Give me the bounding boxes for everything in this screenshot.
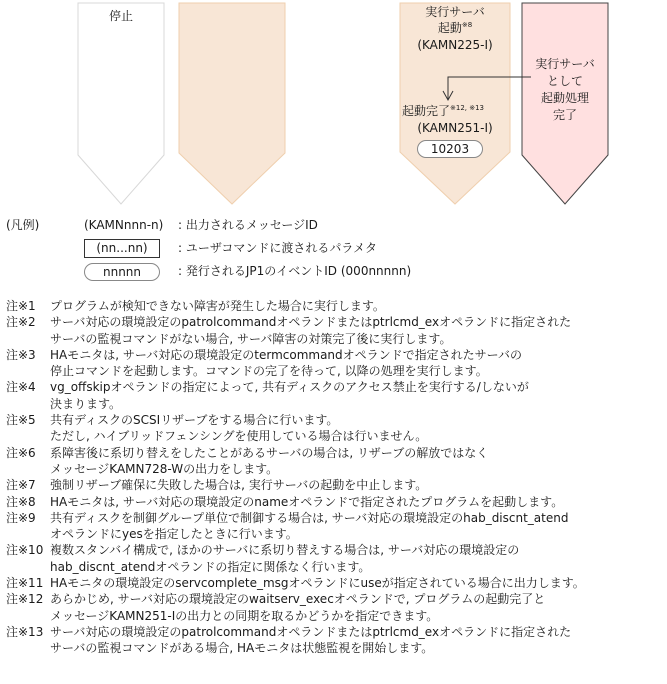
note-ref-8: ※8: [461, 21, 473, 29]
note-text: [50, 624, 666, 657]
note-text: [50, 314, 666, 347]
note-item: [6, 542, 666, 575]
note-item: [6, 510, 666, 543]
note-key: 注※11: [6, 576, 44, 591]
note-item: [6, 575, 666, 591]
note-item: [6, 477, 666, 493]
event-id-pill: 10203: [417, 140, 483, 158]
note-line: ただし, ハイブリッドフェンシングを使用している場合は行いません。: [50, 429, 428, 444]
note-line: hab_discnt_atendオペランドの指定に関係なく行います。: [50, 559, 371, 574]
exec-complete-line-4: 完了: [552, 108, 577, 122]
exec-complete-line-1: 実行サーバ: [535, 57, 595, 71]
note-line: HAモニタは, サーバ対応の環境設定のtermcommandオペランドで指定されたサーバの: [50, 347, 523, 362]
exec-server-label: 実行サーバ: [425, 5, 485, 19]
note-line: サーバ対応の環境設定のpatrolcommandオペランドまたはptrlcmd_exオペランドに指定された: [50, 624, 572, 639]
note-item: [6, 298, 666, 314]
note-item: [6, 494, 666, 510]
notes-list: [6, 298, 666, 657]
note-line: 決まります。: [50, 396, 122, 411]
note-key: 注※7: [6, 478, 36, 493]
note-line: 停止コマンドを起動します。コマンドの完了を待って, 以降の処理を実行します。: [50, 364, 488, 379]
stopped-label: 停止: [108, 9, 133, 23]
start-text: 起動: [437, 21, 462, 35]
note-line: サーバの監視コマンドがない場合, サーバ障害の対策完了後に実行します。: [50, 331, 452, 346]
note-item: [6, 412, 666, 445]
note-text: [50, 379, 666, 412]
standby-column-shape: [179, 3, 285, 204]
note-key: 注※1: [6, 299, 36, 313]
note-item: [6, 445, 666, 478]
note-text: [50, 412, 666, 445]
note-item: [6, 314, 666, 347]
note-text: [50, 591, 666, 624]
note-text: [50, 347, 666, 380]
note-line: 強制リザーブ確保に失敗した場合は, 実行サーバの起動を中止します。: [50, 478, 428, 493]
note-text: [50, 298, 666, 314]
note-line: あらかじめ, サーバ対応の環境設定のwaitserv_execオペランドで, プログラムの起動完了と: [50, 592, 546, 607]
legend-desc-parameter: : ユーザコマンドに渡されるパラメタ: [178, 241, 378, 255]
note-line: 共有ディスクのSCSIリザーブをする場合に行います。: [50, 413, 339, 428]
note-text: [50, 445, 666, 478]
note-line: HAモニタの環境設定のservcomplete_msgオペランドにuseが指定されている場合に出力します。: [50, 576, 585, 591]
note-line: オペランドにyesを指定したときに行います。: [50, 527, 298, 542]
note-key: 注※2: [6, 315, 36, 330]
note-line: サーバの監視コマンドがある場合, HAモニタは状態監視を開始します。: [50, 641, 434, 656]
stopped-column-shape: [78, 3, 164, 204]
note-key: 注※4: [6, 380, 36, 395]
note-line: HAモニタは, サーバ対応の環境設定のnameオペランドで指定されたプログラムを起動します。: [50, 494, 564, 509]
note-text: [50, 494, 666, 510]
note-line: プログラムが検知できない障害が発生した場合に実行します。: [50, 299, 385, 313]
legend-symbol-message: (KAMNnnn-n): [84, 218, 164, 232]
note-line: vg_offskipオペランドの指定によって, 共有ディスクのアクセス禁止を実行する/しないが: [50, 380, 529, 395]
start-complete-label: [402, 103, 512, 119]
note-line: 共有ディスクを制御グループ単位で制御する場合は, サーバ対応の環境設定のhab_discnt_atend: [50, 510, 569, 525]
note-item: [6, 347, 666, 380]
note-line: メッセージKAMN251-Iの出力との同期を取るかどうかを指定できます。: [50, 608, 439, 623]
note-item: [6, 624, 666, 657]
note-text: [50, 542, 666, 575]
exec-complete-line-3: 起動処理: [540, 91, 589, 105]
note-key: 注※13: [6, 624, 44, 639]
note-text: [50, 575, 666, 591]
note-line: メッセージKAMN728-Wの出力をします。: [50, 461, 279, 476]
note-text: [50, 477, 666, 493]
exec-complete-line-2: として: [546, 74, 583, 88]
note-key: 注※5: [6, 413, 36, 428]
legend-symbol-event: nnnnn: [84, 263, 160, 281]
note-ref-12-13: ※12, ※13: [450, 104, 485, 112]
start-complete-text: 起動完了: [402, 104, 451, 118]
note-key: 注※8: [6, 494, 36, 509]
note-key: 注※6: [6, 445, 36, 460]
message-id-start: (KAMN225-I): [417, 38, 493, 52]
note-line: サーバ対応の環境設定のpatrolcommandオペランドまたはptrlcmd_exオペランドに指定された: [50, 315, 572, 330]
note-key: 注※9: [6, 510, 36, 525]
start-label: [400, 20, 510, 36]
legend-symbol-parameter: (nn...nn): [84, 239, 160, 258]
note-key: 注※12: [6, 592, 44, 607]
note-line: 系障害後に系切り替えをしたことがあるサーバの場合は, リザーブの解放ではなく: [50, 445, 489, 460]
note-key: 注※3: [6, 347, 36, 362]
note-item: [6, 591, 666, 624]
legend-desc-message: : 出力されるメッセージID: [178, 218, 318, 232]
note-item: [6, 379, 666, 412]
note-text: [50, 510, 666, 543]
message-id-complete: (KAMN251-I): [417, 121, 493, 135]
note-line: 複数スタンバイ構成で, ほかのサーバに系切り替えする場合は, サーバ対応の環境設定の: [50, 543, 520, 558]
legend-title: (凡例): [6, 218, 40, 232]
legend-desc-event: : 発行されるJP1のイベントID (000nnnnn): [178, 264, 412, 278]
note-key: 注※10: [6, 543, 44, 558]
